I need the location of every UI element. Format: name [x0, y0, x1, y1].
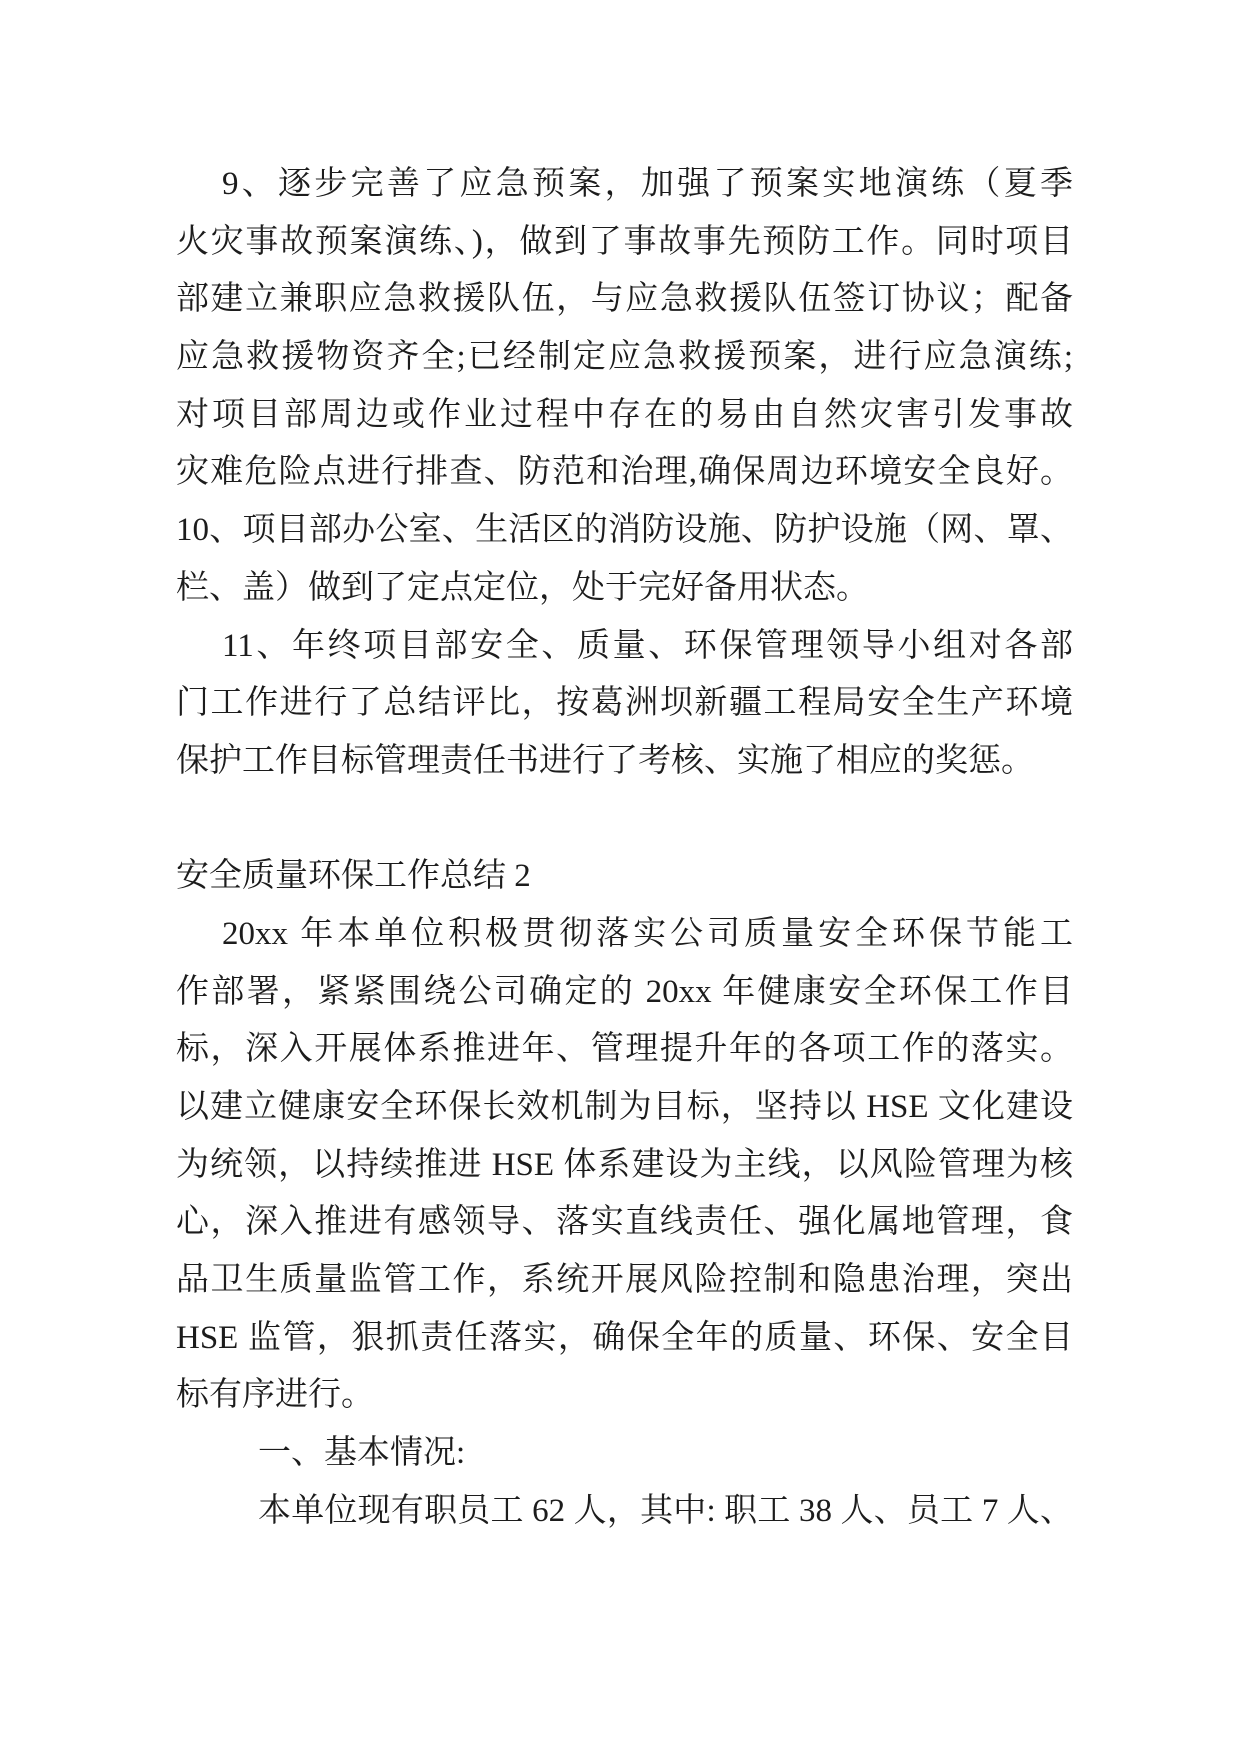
- text-line: 作部署，紧紧围绕公司确定的 20xx 年健康安全环保工作目: [176, 973, 1073, 1010]
- list-heading-line: 一、基本情况:: [258, 1435, 466, 1472]
- text-line: 心，深入推进有感领导、落实直线责任、强化属地管理，食: [176, 1204, 1073, 1241]
- text-line: 11、年终项目部安全、质量、环保管理领导小组对各部: [222, 627, 1073, 664]
- text-line: 为统领，以持续推进 HSE 体系建设为主线，以风险管理为核: [176, 1146, 1073, 1183]
- text-line: 20xx 年本单位积极贯彻落实公司质量安全环保节能工: [222, 915, 1073, 952]
- text-line: 标，深入开展体系推进年、管理提升年的各项工作的落实。: [176, 1031, 1073, 1068]
- section-heading: 安全质量环保工作总结 2: [176, 858, 531, 895]
- text-line: 标有序进行。: [176, 1377, 374, 1414]
- text-line: 保护工作目标管理责任书进行了考核、实施了相应的奖惩。: [176, 742, 1034, 779]
- text-line: 10、项目部办公室、生活区的消防设施、防护设施（网、罩、: [176, 512, 1073, 549]
- text-line: 品卫生质量监管工作，系统开展风险控制和隐患治理，突出: [176, 1262, 1073, 1299]
- blank-line: [176, 791, 1073, 849]
- text-line: 以建立健康安全环保长效机制为目标，坚持以 HSE 文化建设: [176, 1089, 1073, 1125]
- text-line: HSE 监管，狠抓责任落实，确保全年的质量、环保、安全目: [176, 1319, 1073, 1356]
- text-line: 应急救援物资齐全;已经制定应急救援预案，进行应急演练;: [176, 339, 1073, 376]
- text-line: 部建立兼职应急救援队伍，与应急救援队伍签订协议；配备: [176, 281, 1073, 318]
- text-line: 本单位现有职员工 62 人，其中: 职工 38 人、员工 7 人、: [258, 1492, 1073, 1529]
- text-line: 火灾事故预案演练、)，做到了事故事先预防工作。同时项目: [176, 223, 1073, 260]
- text-line: 灾难危险点进行排查、防范和治理,确保周边环境安全良好。: [176, 454, 1073, 491]
- text-line: 对项目部周边或作业过程中存在的易由自然灾害引发事故: [176, 396, 1073, 433]
- document-body: [176, 156, 1073, 1541]
- text-line: 栏、盖）做到了定点定位，处于完好备用状态。: [176, 569, 869, 606]
- text-line: 门工作进行了总结评比，按葛洲坝新疆工程局安全生产环境: [176, 685, 1073, 722]
- text-line: 9、逐步完善了应急预案，加强了预案实地演练（夏季: [222, 166, 1073, 202]
